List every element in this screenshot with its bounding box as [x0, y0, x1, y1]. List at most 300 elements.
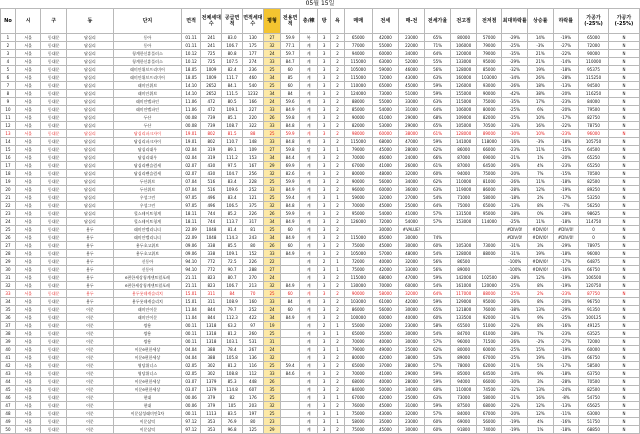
table-cell[interactable]: 33 — [264, 186, 281, 194]
table-row[interactable] — [1, 210, 640, 218]
table-cell[interactable]: 2% — [528, 290, 554, 298]
table-cell[interactable]: 33 — [264, 138, 281, 146]
table-cell[interactable]: 59% — [424, 274, 451, 282]
table-cell[interactable]: 이문 — [67, 370, 114, 378]
table-cell[interactable]: 531 — [242, 338, 263, 346]
table-cell[interactable]: e편한세상청계센트럴포레 — [113, 274, 181, 282]
table-cell[interactable]: 60 — [281, 306, 300, 314]
table-cell[interactable]: 두산 — [113, 122, 181, 130]
table-cell[interactable]: 97 — [242, 322, 263, 330]
table-row[interactable] — [1, 154, 640, 162]
table-cell[interactable]: 60000 — [476, 346, 502, 354]
table-cell[interactable]: 동대문 — [41, 426, 67, 434]
table-cell[interactable] — [281, 378, 300, 386]
table-cell[interactable]: N — [608, 394, 639, 402]
table-cell[interactable]: 744 — [201, 218, 222, 226]
table-cell[interactable]: 59% — [424, 138, 451, 146]
table-cell[interactable]: 111.7 — [222, 74, 242, 82]
table-cell[interactable]: 44 — [1, 378, 16, 386]
table-cell[interactable]: #DIV/0! — [553, 234, 579, 242]
table-cell[interactable]: 67000 — [344, 162, 372, 170]
table-cell[interactable]: -29% — [502, 58, 528, 66]
column-header[interactable]: 전세가율 — [424, 9, 451, 34]
table-cell[interactable]: 서울 — [15, 146, 41, 154]
table-cell[interactable]: N — [608, 122, 639, 130]
table-cell[interactable]: 65000 — [344, 34, 372, 42]
table-cell[interactable]: -19% — [553, 34, 579, 42]
table-cell[interactable]: 105000 — [451, 122, 477, 130]
table-cell[interactable]: -28% — [502, 330, 528, 338]
table-cell[interactable]: 00.11 — [182, 410, 201, 418]
table-cell[interactable]: N — [608, 378, 639, 386]
table-cell[interactable]: 26% — [528, 74, 554, 82]
table-cell[interactable]: 82750 — [579, 114, 609, 122]
table-cell[interactable]: 32000 — [399, 258, 425, 266]
table-cell[interactable] — [281, 266, 300, 274]
table-cell[interactable]: 141000 — [451, 138, 477, 146]
table-cell[interactable]: 59% — [424, 298, 451, 306]
table-cell[interactable]: 75000 — [476, 98, 502, 106]
table-cell[interactable]: 59.9 — [281, 210, 300, 218]
table-cell[interactable]: -11% — [553, 410, 579, 418]
table-cell[interactable]: 1379 — [201, 386, 222, 394]
table-cell[interactable]: 32 — [264, 202, 281, 210]
table-cell[interactable]: 11.06 — [182, 106, 201, 114]
table-cell[interactable]: 59% — [424, 402, 451, 410]
table-cell[interactable]: -20% — [553, 154, 579, 162]
table-cell[interactable]: 계 — [300, 42, 318, 50]
table-cell[interactable]: 3 — [318, 178, 331, 186]
table-cell[interactable]: 3 — [318, 266, 331, 274]
table-cell[interactable]: 12% — [528, 410, 554, 418]
table-cell[interactable]: 25 — [264, 226, 281, 234]
table-cell[interactable]: 89.1 — [222, 146, 242, 154]
table-cell[interactable]: 236 — [242, 66, 263, 74]
table-cell[interactable]: 서울 — [15, 82, 41, 90]
table-cell[interactable]: 65250 — [579, 154, 609, 162]
table-cell[interactable]: 338 — [201, 250, 222, 258]
table-cell[interactable]: 98000 — [344, 130, 372, 138]
table-cell[interactable]: 67000 — [344, 394, 372, 402]
table-cell[interactable]: 108.8 — [222, 370, 242, 378]
table-cell[interactable]: -32% — [502, 66, 528, 74]
table-cell[interactable]: 16 — [1, 154, 16, 162]
table-cell[interactable]: 1 — [331, 418, 345, 426]
table-cell[interactable]: 32 — [264, 42, 281, 50]
table-cell[interactable]: 48 — [1, 410, 16, 418]
table-cell[interactable]: 42000 — [372, 266, 399, 274]
table-cell[interactable]: 동대문 — [41, 226, 67, 234]
table-cell[interactable]: 72.5 — [222, 258, 242, 266]
table-cell[interactable]: 래미안위브 — [113, 90, 181, 98]
column-header[interactable]: 동 — [67, 9, 114, 34]
table-cell[interactable]: 래미안이문 — [113, 314, 181, 322]
table-cell[interactable]: N — [608, 42, 639, 50]
table-cell[interactable]: 32 — [1, 282, 16, 290]
table-cell[interactable]: 3 — [318, 106, 331, 114]
table-cell[interactable]: 89000 — [451, 266, 477, 274]
table-row[interactable] — [1, 322, 640, 330]
column-header[interactable]: 면적 — [182, 9, 201, 34]
table-cell[interactable]: 9% — [528, 314, 554, 322]
table-cell[interactable]: 112.3 — [222, 314, 242, 322]
table-cell[interactable]: 130000 — [344, 282, 372, 290]
table-cell[interactable]: N — [608, 162, 639, 170]
table-cell[interactable]: 10.12 — [182, 58, 201, 66]
table-cell[interactable]: 현대 — [113, 394, 181, 402]
table-cell[interactable]: 12% — [528, 274, 554, 282]
table-cell[interactable]: 10% — [528, 130, 554, 138]
table-cell[interactable]: 69000 — [451, 418, 477, 426]
table-cell[interactable]: -25% — [502, 218, 528, 226]
table-cell[interactable]: 이문e편한세상 — [113, 354, 181, 362]
table-cell[interactable]: 답십리 — [67, 162, 114, 170]
table-cell[interactable]: 동대문 — [41, 210, 67, 218]
table-cell[interactable]: 2 — [331, 178, 345, 186]
table-cell[interactable]: 60000 — [579, 346, 609, 354]
table-cell[interactable]: 114.8 — [222, 386, 242, 394]
table-cell[interactable]: 109.1 — [222, 250, 242, 258]
table-cell[interactable]: 이문 — [67, 354, 114, 362]
table-cell[interactable]: 136 — [242, 354, 263, 362]
table-cell[interactable]: 460 — [242, 74, 263, 82]
table-cell[interactable]: 답십리 — [67, 130, 114, 138]
table-cell[interactable]: 67000 — [476, 354, 502, 362]
table-cell[interactable]: 41000 — [372, 370, 399, 378]
table-cell[interactable]: 226 — [242, 210, 263, 218]
table-cell[interactable]: 118000 — [476, 138, 502, 146]
table-cell[interactable]: 03.07 — [182, 386, 201, 394]
table-cell[interactable]: 65500 — [451, 322, 477, 330]
table-cell[interactable]: 72000 — [372, 218, 399, 226]
table-cell[interactable] — [281, 274, 300, 282]
table-cell[interactable]: 65250 — [579, 162, 609, 170]
table-cell[interactable]: 83.4 — [222, 194, 242, 202]
table-cell[interactable]: 서울 — [15, 354, 41, 362]
table-cell[interactable]: 213 — [242, 282, 263, 290]
table-cell[interactable]: 24 — [264, 346, 281, 354]
table-cell[interactable]: 60% — [424, 418, 451, 426]
table-cell[interactable]: 42000 — [372, 34, 399, 42]
table-cell[interactable]: 80.5 — [222, 98, 242, 106]
column-header[interactable]: 최대하락률 — [502, 9, 528, 34]
table-cell[interactable]: 동대문 — [41, 82, 67, 90]
table-cell[interactable]: 24 — [1, 218, 16, 226]
table-cell[interactable]: 84 — [281, 298, 300, 306]
table-cell[interactable]: 힐스테이트청계 — [113, 218, 181, 226]
table-cell[interactable]: -15% — [553, 170, 579, 178]
table-cell[interactable]: 이문 — [67, 394, 114, 402]
table-cell[interactable]: 78.4 — [222, 346, 242, 354]
table-cell[interactable]: 청계한신휴플러스 — [113, 50, 181, 58]
table-cell[interactable]: 55000 — [372, 42, 399, 50]
table-cell[interactable]: 2 — [331, 130, 345, 138]
table-cell[interactable]: 60 — [281, 290, 300, 298]
table-cell[interactable]: 답십리 — [67, 58, 114, 66]
table-cell[interactable]: 26 — [264, 242, 281, 250]
table-cell[interactable]: 래미안엘파인 — [113, 98, 181, 106]
table-cell[interactable]: 117000 — [451, 290, 477, 298]
table-cell[interactable]: 472 — [201, 98, 222, 106]
table-cell[interactable]: 서울 — [15, 226, 41, 234]
table-row[interactable] — [1, 74, 640, 82]
table-cell[interactable]: 27000 — [399, 194, 425, 202]
table-cell[interactable]: 서울 — [15, 90, 41, 98]
table-cell[interactable]: 40 — [1, 346, 16, 354]
table-cell[interactable]: 계 — [300, 266, 318, 274]
table-cell[interactable]: -16% — [553, 418, 579, 426]
table-cell[interactable]: 844 — [201, 314, 222, 322]
table-cell[interactable]: 3 — [318, 250, 331, 258]
table-cell[interactable]: 97.05 — [182, 202, 201, 210]
table-cell[interactable]: 241 — [201, 34, 222, 42]
table-cell[interactable]: 19.01 — [182, 130, 201, 138]
table-cell[interactable]: 동대문 — [41, 186, 67, 194]
table-cell[interactable]: 16% — [528, 394, 554, 402]
table-cell[interactable]: 18.05 — [182, 66, 201, 74]
table-cell[interactable]: -23% — [553, 98, 579, 106]
table-cell[interactable]: 2 — [331, 290, 345, 298]
table-cell[interactable]: N — [608, 250, 639, 258]
table-cell[interactable]: 래미안엘리니티 — [113, 234, 181, 242]
table-cell[interactable]: #DIV/0! — [528, 258, 554, 266]
table-cell[interactable]: 21 — [1, 194, 16, 202]
table-cell[interactable]: 2 — [331, 306, 345, 314]
table-row[interactable] — [1, 402, 640, 410]
table-cell[interactable]: 68% — [424, 114, 451, 122]
table-cell[interactable]: 13% — [528, 386, 554, 394]
table-cell[interactable]: 102500 — [476, 274, 502, 282]
table-cell[interactable]: 58000 — [372, 290, 399, 298]
table-cell[interactable]: 복 — [300, 34, 318, 42]
table-cell[interactable] — [281, 402, 300, 410]
table-cell[interactable]: 60000 — [399, 282, 425, 290]
table-cell[interactable]: 계 — [300, 410, 318, 418]
table-cell[interactable]: 97.12 — [182, 418, 201, 426]
table-cell[interactable]: -20% — [502, 410, 528, 418]
column-header[interactable]: 전저점 — [476, 9, 502, 34]
table-cell[interactable]: 60 — [281, 242, 300, 250]
table-cell[interactable]: 3 — [318, 82, 331, 90]
table-cell[interactable]: 49125 — [579, 322, 609, 330]
table-cell[interactable]: 3 — [318, 138, 331, 146]
table-cell[interactable]: N — [608, 202, 639, 210]
table-cell[interactable]: 2 — [331, 250, 345, 258]
table-row[interactable] — [1, 122, 640, 130]
table-cell[interactable]: 31 — [1, 274, 16, 282]
table-cell[interactable]: 서울 — [15, 386, 41, 394]
table-cell[interactable]: 83.5 — [222, 410, 242, 418]
table-row[interactable] — [1, 58, 640, 66]
table-cell[interactable]: 56% — [424, 66, 451, 74]
table-cell[interactable]: 21% — [528, 58, 554, 66]
table-cell[interactable]: 계 — [300, 186, 318, 194]
table-cell[interactable]: 53000 — [372, 122, 399, 130]
table-cell[interactable]: 동대문 — [41, 178, 67, 186]
table-cell[interactable]: 45000 — [372, 202, 399, 210]
table-cell[interactable]: 23000 — [399, 418, 425, 426]
table-cell[interactable]: 1318 — [201, 330, 222, 338]
table-cell[interactable]: 계 — [300, 274, 318, 282]
table-cell[interactable]: 2 — [331, 386, 345, 394]
table-cell[interactable]: 2 — [331, 282, 345, 290]
table-cell[interactable]: 85000 — [344, 106, 372, 114]
table-cell[interactable]: 동대문 — [41, 202, 67, 210]
table-cell[interactable]: 3 — [318, 202, 331, 210]
table-cell[interactable]: 두산위브 — [113, 178, 181, 186]
table-cell[interactable]: 66000 — [476, 378, 502, 386]
table-cell[interactable]: 00.08 — [182, 122, 201, 130]
table-cell[interactable]: 319 — [201, 146, 222, 154]
table-cell[interactable]: 용두 — [67, 290, 114, 298]
table-cell[interactable]: 계 — [300, 58, 318, 66]
table-cell[interactable]: 답십리 — [67, 34, 114, 42]
table-cell[interactable]: 영당위너스 — [113, 370, 181, 378]
table-cell[interactable]: 쌍용 — [113, 322, 181, 330]
table-cell[interactable]: 73000 — [372, 90, 399, 98]
table-cell[interactable]: 계 — [300, 314, 318, 322]
table-row[interactable] — [1, 34, 640, 42]
table-cell[interactable]: 29 — [1, 258, 16, 266]
table-cell[interactable]: 1232 — [242, 90, 263, 98]
table-cell[interactable]: 38 — [1, 330, 16, 338]
table-cell[interactable]: 65000 — [579, 34, 609, 42]
table-cell[interactable]: 110.7 — [222, 138, 242, 146]
table-cell[interactable]: 66% — [424, 154, 451, 162]
table-cell[interactable]: 92000 — [476, 314, 502, 322]
table-cell[interactable] — [424, 226, 451, 234]
table-cell[interactable]: 322 — [242, 122, 263, 130]
table-cell[interactable]: 3 — [318, 338, 331, 346]
table-cell[interactable]: 2 — [331, 50, 345, 58]
table-cell[interactable]: 답십리 — [67, 170, 114, 178]
table-cell[interactable]: 68850 — [579, 426, 609, 434]
table-cell[interactable]: 115000 — [344, 234, 372, 242]
table-cell[interactable]: 동대문 — [41, 90, 67, 98]
table-cell[interactable]: 302 — [201, 370, 222, 378]
table-cell[interactable]: 2 — [331, 234, 345, 242]
table-cell[interactable]: 00.11 — [182, 322, 201, 330]
table-cell[interactable]: 540 — [242, 82, 263, 90]
table-cell[interactable]: 29000 — [399, 122, 425, 130]
table-cell[interactable]: 79000 — [476, 50, 502, 58]
table-cell[interactable]: 09.06 — [182, 242, 201, 250]
table-cell[interactable]: 03.07 — [182, 378, 201, 386]
table-cell[interactable]: 94500 — [579, 82, 609, 90]
table-cell[interactable]: 105 — [222, 402, 242, 410]
table-cell[interactable]: 30000 — [372, 226, 399, 234]
table-cell[interactable]: 33000 — [399, 98, 425, 106]
table-cell[interactable]: 802 — [201, 138, 222, 146]
table-cell[interactable]: 86000 — [344, 306, 372, 314]
table-cell[interactable]: 2 — [331, 34, 345, 42]
table-cell[interactable]: 94000 — [451, 378, 477, 386]
table-cell[interactable]: 30 — [1, 266, 16, 274]
table-cell[interactable]: 131500 — [451, 210, 477, 218]
table-cell[interactable]: 71000 — [451, 194, 477, 202]
table-cell[interactable]: 89000 — [451, 354, 477, 362]
table-cell[interactable]: 106.7 — [222, 282, 242, 290]
table-cell[interactable]: 6% — [528, 106, 554, 114]
table-cell[interactable]: 1 — [331, 394, 345, 402]
table-cell[interactable]: 80000 — [451, 34, 477, 42]
table-cell[interactable]: 50 — [1, 426, 16, 434]
table-cell[interactable]: 답십리 — [67, 42, 114, 50]
table-cell[interactable]: 2 — [1, 42, 16, 50]
table-cell[interactable]: 19 — [264, 322, 281, 330]
table-cell[interactable]: 3 — [318, 58, 331, 66]
table-cell[interactable]: 3 — [318, 154, 331, 162]
table-cell[interactable]: 106.7 — [222, 42, 242, 50]
table-cell[interactable]: -27% — [553, 338, 579, 346]
table-cell[interactable]: 124000 — [344, 90, 372, 98]
table-cell[interactable]: 답십리대우 — [113, 146, 181, 154]
table-cell[interactable]: 57000 — [372, 250, 399, 258]
table-cell[interactable]: 54% — [424, 330, 451, 338]
table-cell[interactable]: 19 — [1, 178, 16, 186]
table-cell[interactable]: 115000 — [344, 274, 372, 282]
table-cell[interactable]: 동대문 — [41, 74, 67, 82]
table-row[interactable] — [1, 114, 640, 122]
table-cell[interactable]: 답십리 — [67, 146, 114, 154]
table-cell[interactable]: 답십리 — [67, 122, 114, 130]
table-cell[interactable]: 112 — [242, 370, 263, 378]
table-cell[interactable]: 서울 — [15, 210, 41, 218]
table-row[interactable] — [1, 90, 640, 98]
table-cell[interactable]: 128000 — [451, 66, 477, 74]
table-cell[interactable]: 서울 — [15, 218, 41, 226]
table-cell[interactable]: 02.07 — [182, 162, 201, 170]
table-cell[interactable]: 14 — [1, 138, 16, 146]
table-cell[interactable]: 60000 — [372, 186, 399, 194]
table-cell[interactable]: -28% — [553, 210, 579, 218]
table-cell[interactable]: -25% — [502, 106, 528, 114]
table-cell[interactable]: -2% — [528, 338, 554, 346]
table-cell[interactable]: 계 — [300, 82, 318, 90]
table-cell[interactable]: -20% — [553, 298, 579, 306]
table-cell[interactable]: 90000 — [344, 290, 372, 298]
table-cell[interactable]: #VALUE! — [399, 226, 425, 234]
table-cell[interactable]: 29 — [264, 426, 281, 434]
table-cell[interactable]: 84.9 — [281, 234, 300, 242]
table-cell[interactable]: 60000 — [372, 130, 399, 138]
table-cell[interactable]: 59% — [424, 82, 451, 90]
table-cell[interactable]: 311 — [201, 290, 222, 298]
table-cell[interactable]: 227 — [242, 106, 263, 114]
table-cell[interactable]: -24% — [553, 386, 579, 394]
table-cell[interactable]: 이문 — [67, 306, 114, 314]
table-cell[interactable]: 87000 — [451, 162, 477, 170]
table-cell[interactable]: 15.01 — [182, 298, 201, 306]
table-cell[interactable]: 23 — [264, 418, 281, 426]
table-cell[interactable]: 07.04 — [182, 178, 201, 186]
table-cell[interactable]: -18% — [553, 426, 579, 434]
table-cell[interactable]: N — [608, 234, 639, 242]
table-cell[interactable]: 26 — [1, 234, 16, 242]
table-cell[interactable]: -23% — [553, 130, 579, 138]
table-cell[interactable]: N — [608, 170, 639, 178]
table-cell[interactable]: 계 — [300, 74, 318, 82]
table-cell[interactable] — [281, 426, 300, 434]
table-cell[interactable]: 계 — [300, 330, 318, 338]
table-cell[interactable]: 15 — [1, 146, 16, 154]
table-cell[interactable]: 2 — [331, 314, 345, 322]
table-cell[interactable]: 이문 — [67, 378, 114, 386]
table-cell[interactable]: 동대문 — [41, 330, 67, 338]
table-cell[interactable]: -23% — [553, 162, 579, 170]
table-cell[interactable]: 계 — [300, 202, 318, 210]
table-cell[interactable]: 107.5 — [222, 58, 242, 66]
